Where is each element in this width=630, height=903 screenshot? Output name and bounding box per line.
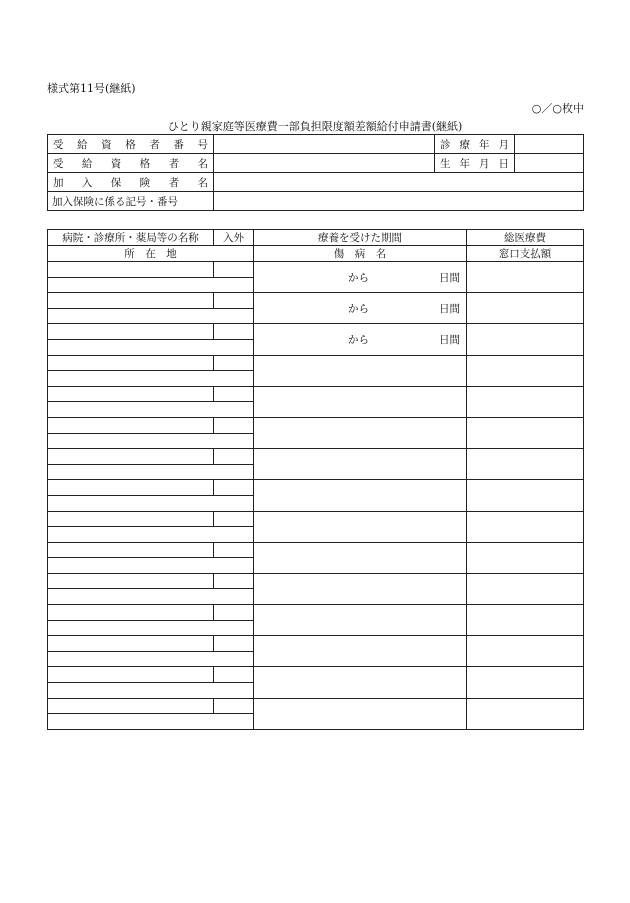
treatment-month-label bbox=[435, 135, 515, 154]
label-char: 診 bbox=[440, 138, 451, 151]
hospital-name-field[interactable] bbox=[48, 667, 214, 683]
treatment-period bbox=[254, 332, 466, 347]
address-field[interactable] bbox=[48, 464, 254, 480]
label-chars bbox=[48, 156, 213, 171]
label-char: 加 bbox=[53, 176, 64, 189]
treatment-month-field[interactable] bbox=[515, 135, 584, 154]
address-field[interactable] bbox=[48, 651, 254, 667]
label-char: 療 bbox=[459, 138, 470, 151]
inout-field[interactable] bbox=[214, 355, 254, 371]
from-label: から bbox=[348, 302, 369, 315]
inout-field[interactable] bbox=[214, 698, 254, 714]
col-inout-header: 入外 bbox=[214, 230, 254, 246]
entry-row-name bbox=[48, 293, 584, 309]
address-field[interactable] bbox=[48, 495, 254, 511]
amount-cell[interactable] bbox=[467, 480, 584, 511]
period-disease-cell[interactable] bbox=[254, 542, 467, 573]
entry-row-name bbox=[48, 355, 584, 371]
amount-cell[interactable] bbox=[467, 355, 584, 386]
label-char: 年 bbox=[479, 138, 490, 151]
amount-cell[interactable] bbox=[467, 511, 584, 542]
hospital-name-field[interactable] bbox=[48, 480, 214, 496]
address-field[interactable] bbox=[48, 527, 254, 543]
entry-row-name bbox=[48, 698, 584, 714]
entry-row-name bbox=[48, 542, 584, 558]
label-char: 日 bbox=[498, 157, 509, 170]
sheet-count: ○／○枚中 bbox=[531, 102, 584, 115]
hospital-name-field[interactable] bbox=[48, 636, 214, 652]
treatment-period bbox=[254, 301, 466, 316]
address-field[interactable] bbox=[48, 620, 254, 636]
address-field[interactable] bbox=[48, 589, 254, 605]
inout-field[interactable] bbox=[214, 480, 254, 496]
label-chars bbox=[48, 137, 213, 152]
label-char: 者 bbox=[168, 157, 180, 170]
birth-date-label bbox=[435, 154, 515, 173]
period-disease-cell[interactable] bbox=[254, 698, 467, 729]
label-char: 者 bbox=[168, 176, 180, 189]
period-disease-cell[interactable] bbox=[254, 573, 467, 604]
period-disease-cell[interactable] bbox=[254, 386, 467, 417]
entry-row-name bbox=[48, 417, 584, 433]
label-char: 格 bbox=[139, 157, 151, 170]
entry-row-name bbox=[48, 449, 584, 465]
label-chars bbox=[435, 137, 514, 152]
amount-cell[interactable] bbox=[467, 417, 584, 448]
insured-person-field[interactable] bbox=[214, 173, 584, 192]
col-disease-header: 傷 病 名 bbox=[254, 246, 467, 262]
amount-cell[interactable] bbox=[467, 573, 584, 604]
treatment-period bbox=[254, 270, 466, 285]
entry-row-name bbox=[48, 667, 584, 683]
address-field[interactable] bbox=[48, 558, 254, 574]
label-char: 資 bbox=[101, 138, 112, 151]
recipient-name-label bbox=[48, 154, 214, 173]
label-char: 給 bbox=[81, 157, 93, 170]
days-label: 日間 bbox=[439, 271, 460, 284]
inout-field[interactable] bbox=[214, 293, 254, 309]
period-disease-cell[interactable] bbox=[254, 480, 467, 511]
insurance-symbol-label: 加入保険に係る記号・番号 bbox=[48, 192, 214, 211]
hospital-name-field[interactable] bbox=[48, 542, 214, 558]
entry-row-name bbox=[48, 511, 584, 527]
label-char: 番 bbox=[173, 138, 184, 151]
hospital-name-field[interactable] bbox=[48, 698, 214, 714]
recipient-name-field[interactable] bbox=[214, 154, 435, 173]
hospital-name-field[interactable] bbox=[48, 573, 214, 589]
label-char: 受 bbox=[53, 157, 64, 170]
inout-field[interactable] bbox=[214, 417, 254, 433]
label-char: 資 bbox=[110, 157, 122, 170]
entry-row-name bbox=[48, 636, 584, 652]
period-disease-cell[interactable] bbox=[254, 355, 467, 386]
label-char: 名 bbox=[197, 157, 208, 170]
col-window-header: 窓口支払額 bbox=[467, 246, 584, 262]
address-field[interactable] bbox=[48, 714, 254, 730]
entry-row-name bbox=[48, 605, 584, 621]
hospital-name-field[interactable] bbox=[48, 324, 214, 340]
period-disease-cell[interactable] bbox=[254, 636, 467, 667]
entry-row-name bbox=[48, 262, 584, 278]
amount-cell[interactable] bbox=[467, 449, 584, 480]
address-field[interactable] bbox=[48, 433, 254, 449]
amount-cell[interactable] bbox=[467, 636, 584, 667]
col-total-header: 総医療費 bbox=[467, 230, 584, 246]
period-disease-cell[interactable] bbox=[254, 605, 467, 636]
label-chars bbox=[435, 156, 514, 171]
inout-field[interactable] bbox=[214, 636, 254, 652]
label-char: 給 bbox=[77, 138, 88, 151]
birth-date-field[interactable] bbox=[515, 154, 584, 173]
amount-cell[interactable] bbox=[467, 667, 584, 698]
period-disease-cell[interactable] bbox=[254, 262, 467, 293]
medical-detail-table bbox=[47, 229, 584, 730]
amount-cell[interactable] bbox=[467, 605, 584, 636]
hospital-name-field[interactable] bbox=[48, 262, 214, 278]
inout-field[interactable] bbox=[214, 605, 254, 621]
amount-cell[interactable] bbox=[467, 324, 584, 355]
address-field[interactable] bbox=[48, 683, 254, 699]
hospital-name-field[interactable] bbox=[48, 293, 214, 309]
from-label: から bbox=[348, 333, 369, 346]
inout-field[interactable] bbox=[214, 262, 254, 278]
insurance-symbol-field[interactable] bbox=[214, 192, 584, 211]
period-disease-cell[interactable] bbox=[254, 417, 467, 448]
period-disease-cell[interactable] bbox=[254, 324, 467, 355]
hospital-name-field[interactable] bbox=[48, 417, 214, 433]
inout-field[interactable] bbox=[214, 324, 254, 340]
applicant-header-table bbox=[47, 134, 584, 211]
days-label: 日間 bbox=[439, 333, 460, 346]
entry-row-name bbox=[48, 480, 584, 496]
hospital-name-field[interactable] bbox=[48, 386, 214, 402]
entry-row-name bbox=[48, 386, 584, 402]
label-char: 保 bbox=[110, 176, 122, 189]
from-label: から bbox=[348, 271, 369, 284]
address-field[interactable] bbox=[48, 277, 254, 293]
period-disease-cell[interactable] bbox=[254, 511, 467, 542]
entry-row-name bbox=[48, 324, 584, 340]
inout-field[interactable] bbox=[214, 449, 254, 465]
inout-field[interactable] bbox=[214, 573, 254, 589]
label-char: 受 bbox=[53, 138, 64, 151]
inout-field[interactable] bbox=[214, 667, 254, 683]
inout-field[interactable] bbox=[214, 542, 254, 558]
period-disease-cell[interactable] bbox=[254, 449, 467, 480]
label-char: 年 bbox=[459, 157, 470, 170]
hospital-name-field[interactable] bbox=[48, 449, 214, 465]
form-number: 様式第11号(継紙) bbox=[47, 82, 136, 95]
label-char: 月 bbox=[479, 157, 490, 170]
address-field[interactable] bbox=[48, 371, 254, 387]
form-title: ひとり親家庭等医療費一部負担限度額差額給付申請書(継紙) bbox=[167, 120, 463, 133]
label-char: 入 bbox=[81, 176, 93, 189]
hospital-name-field[interactable] bbox=[48, 511, 214, 527]
col-hospital-header: 病院・診療所・薬局等の名称 bbox=[48, 230, 214, 246]
label-char: 険 bbox=[139, 176, 151, 189]
inout-field[interactable] bbox=[214, 511, 254, 527]
label-char: 月 bbox=[498, 138, 509, 151]
insured-person-label bbox=[48, 173, 214, 192]
col-period-header: 療養を受けた期間 bbox=[254, 230, 467, 246]
days-label: 日間 bbox=[439, 302, 460, 315]
recipient-number-label bbox=[48, 135, 214, 154]
label-chars bbox=[48, 175, 213, 190]
label-char: 者 bbox=[149, 138, 160, 151]
period-disease-cell[interactable] bbox=[254, 293, 467, 324]
period-disease-cell[interactable] bbox=[254, 667, 467, 698]
label-char: 号 bbox=[197, 138, 208, 151]
inout-field[interactable] bbox=[214, 386, 254, 402]
label-char: 格 bbox=[125, 138, 136, 151]
hospital-name-field[interactable] bbox=[48, 605, 214, 621]
address-field[interactable] bbox=[48, 339, 254, 355]
label-char: 名 bbox=[197, 176, 208, 189]
amount-cell[interactable] bbox=[467, 386, 584, 417]
amount-cell[interactable] bbox=[467, 262, 584, 293]
recipient-number-field[interactable] bbox=[214, 135, 435, 154]
col-address-header: 所 在 地 bbox=[48, 246, 254, 262]
amount-cell[interactable] bbox=[467, 293, 584, 324]
address-field[interactable] bbox=[48, 402, 254, 418]
hospital-name-field[interactable] bbox=[48, 355, 214, 371]
amount-cell[interactable] bbox=[467, 698, 584, 729]
amount-cell[interactable] bbox=[467, 542, 584, 573]
entry-row-name bbox=[48, 573, 584, 589]
label-char: 生 bbox=[440, 157, 451, 170]
address-field[interactable] bbox=[48, 308, 254, 324]
